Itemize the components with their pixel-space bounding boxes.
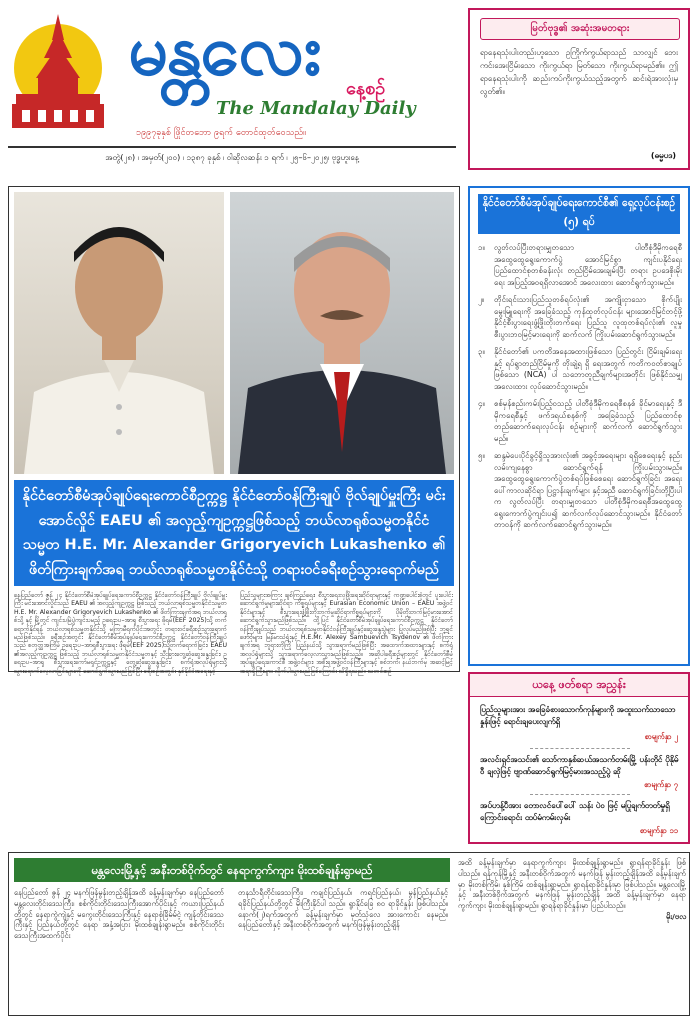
index-page-1: စာမျက်နှာ ၂ xyxy=(644,732,678,741)
weather-right-text: အထိ ခန့်မှန်းချက်မှာ နေရာကွက်ကျား မိုးထစ်ချုန်းရွာမည်။ ရွာရန်ရာခိုင်နှုန်း ဖြစ်ပါသည်။ ရန်ကုန်မြို့နှင့် အနီးတစ်ဝိုက်အတွက် မနက်ဖြန် မွန်းတည့်ချိန်အထိ ခန့်မှန်းချက်မှာ မိုးတစ်ကြိမ်၊ နှစ်ကြိမ် ထစ်ချုန်းရွာမည်။ ရွာရန်ရာခိုင်နှုန်းမှာ ဖြစ်ပါသည်။ မန္တလေးမြို့နှင့် အနီးတစ်ဝိုက်အတွက် မနက်ဖြန် မွန်းတည့်ချိန် အထိ ခန့်မှန်းချက်မှာ နေရာကွက်ကျား မိုးထစ်ချုန်းရွာမည်။ ရွာရန်ရာခိုင်နှုန်းမှာ ပြည်ပါသည်။ xyxy=(458,858,686,911)
portrait-photo-left xyxy=(14,192,224,474)
main-story-column-1: နေပြည်တော် ဇွန် ၂၄ နိုင်ငံတော်စီမံအုပ်ချုပ်ရေးကောင်စီဥက္ကဋ္ဌ နိုင်ငံတော်ဝန်ကြီးချုပ် ဗိုလ်ချုပ်မှူးကြီး မင်းအောင်လှိုင်သည် EAEU ၏ အလှည့်ကျဥက္ကဋ္ဌ ဖြစ်သည့် ဘယ်လာရုစ်သမ္မတနိုင်ငံသမ္မတ H.E. Mr. Alexander Grigoryevich Lukashenko ၏ ဖိတ်ကြားချက်အရ ဘယ်လာရုစ်သို့ နှင့် မြို့တွင် ကျင်းပမြဲပွဲကျင်းပမည့် ဥရေးဥပ–အာရှ စီးပွားရေး ဖိုရမ်(EEF 2025)သို့ တက်ရောက်နိုင်ရန် ဘယ်လာရုစ်သမ္မတနိုင်ငံသို့ မကြာမီရက်ပိုင်းအတွင်း တရားဝင်ခရီးစဉ်သွားရောက်မည်ဖြစ်သည်။ ခရီးစဉ်အတွင်း နိုင်ငံတော်စီမံအုပ်ချုပ်ရေးကောင်စီဥက္ကဋ္ဌ နိုင်ငံတော်ဝန်ကြီးချုပ်သည် စတုတ္ထအကြိမ် ဥရေးဥပ–အာရှစီးပွားရေး ဖိုရမ်(EEF 2025)သို့တက်ရောက်ခြင်း၊ EAEU ၏အလှည့်ကျဥက္ကဋ္ဌ ဖြစ်သည့် ဘယ်လာရုစ်သမ္မတနိုင်ငံသမ္မတနှင့် သီးခြားတွေ့ဆုံဆွေးနွေးခြင်း၊ ဥရေးဥပ–အာရှ စီးပွားရေးကော်မရှင်ဥက္ကဋ္ဌနှင့် တွေ့ဆုံဆွေးနွေးခြင်း၊ စက်ရုံအလုပ်ရုံများသို့ သွားရောက်လေ့လာခြင်းများကို ဆောင်ရွက်သွားမည်ဖြစ်ပြီး ခရီးစဉ်အတွင်း နှစ်နိုင်ငံအရေးနှင့် xyxy=(14,592,227,675)
index-divider xyxy=(530,794,630,796)
objective-text: နိုင်ငံတော်၏ ပကတိအနေအထားဖြစ်သော ပြည်တွင်း ငြိမ်းချမ်းရေးနှင့် ရပ်ရွာတည်ငြိမ်မှုကို တိုးချဲ့ရ ရှိ ရေးအတွက် ကတိကဝတ်စာချုပ်ဖြစ်သော (NCA) ပါ သဘောတူညီချက်များအတိုင်း ဖြစ်နိုင်သမျှ အလေးထား လုပ်ဆောင်သွားမည်။ xyxy=(494,347,682,391)
weather-byline: မိုး/ဗလ xyxy=(666,911,686,921)
index-divider xyxy=(530,748,630,750)
todays-reading-index xyxy=(468,672,690,844)
weather-headline: မန္တလေးမြို့နှင့် အနီးတစ်ဝိုက်တွင် နေရာကွက်ကျား မိုးထစ်ချုန်းရွာမည် xyxy=(14,858,450,882)
objective-text: လွတ်လပ်ပြီးတရားမျှတသော ပါတီစုံဒီမိုကရေစီ အထွေထွေရွေးကောက်ပွဲ အောင်မြင်စွာ ကျင်းပနိုင်ရေး ပြည်ထောင်စုတစ်ခန်းလုံး တည်ငြိမ်အေးချမ်းပြီး တရား ဥပဒေစိုးမိုးရေး အပြည့်အဝရရှိလာအောင် အလေးထား ဆောင်ရွက်သွားမည်။ xyxy=(494,243,682,287)
index-title: ယနေ့ ဖတ်စရာ အညွှန်း xyxy=(470,674,688,697)
buddha-teaching-box xyxy=(468,8,690,170)
newspaper-subtitle: နေ့စဉ် xyxy=(346,78,386,99)
quote-body: ရာနေရသုံးပါးတည်းဟူသော ဥကြိုက်ကွယ်ရာသည် သာလျှင် ဘေးကင်းအေးငြိမ်းသော ကိုးကွယ်ရာ မြတ်သော ကိုးကွယ်ရာမည်၏။ ဤရာနေရသုံးပါးကို ဆည်းကပ်ကိုးကွယ်သည့်အတွက် ဆင်းရဲအားလုံးမှ လွတ်၏။ xyxy=(480,48,678,96)
weather-column-1: နေပြည်တော် ဇွန် ၂၄ မနက်ဖြန်မွန်းတည့်ချိန်အထိ ခန့်မှန်းချက်မှာ နေပြည်တော် မန္တလေးတိုင်းဒေသကြီး၊ စစ်ကိုင်းတိုင်းဒေသကြီးအောက်ပိုင်းနှင့် ကယားပြည်နယ်တို့တွင် နေရာကွဲကျဲနှင့် မကွေးတိုင်းဒေသကြီးနှင့် နေရာစုံခြိမ်မ်ငဲ့ ကျန်တိုင်းဒေသကြီးနှင့် ပြည်နယ်တို့တွင် နေရာ အနှံ့အပြား မိုးထစ်ချုန်းရွာမည်။ စစ်ကိုင်းတိုင်းဒေသကြီးအထက်ပိုင်း xyxy=(14,888,224,941)
portrait-left-icon xyxy=(14,192,224,474)
objective-item xyxy=(478,242,682,288)
index-item-3[interactable]: အပ်ဟန့်ပီအား တောလင်ပေါ်ပေါ် သန်း ပဲ၀ ဖြင့် မပြုချက်တတ်မှုရှိကြောင်းရောင်း ထပ်မံကမ်းလှမ်း xyxy=(480,801,670,822)
index-page-2: စာမျက်နှာ ၇ xyxy=(644,780,678,789)
newspaper-title: မန္တလေး xyxy=(128,8,320,91)
quote-source: (ဓမ္မပဒ) xyxy=(650,151,676,160)
objective-text: စစ်မှန်စည်းကမ်းပြည့်ဝသည့် ပါတီစုံဒီမိုကရေစီစနစ် ခိုင်မာရေးနှင့် ဒီမိုကရေစီနှင့် ဖက်ဒရယ်စနစ်ကို အခြေခံသည့် ပြည်ထောင်စုတည်ဆောက်ရေးလုပ်ငန်း စဉ်များကို ဆက်လက် ဆောင်ရွက်သွားမည်။ xyxy=(494,399,682,443)
objective-number: ၅။ xyxy=(478,451,485,460)
founding-tagline: ၁၉၉၇ခုနှစ် ဖြိုင်တဘော ၉ရက် တောင်ထုတ်ဝေသည်။ xyxy=(136,128,306,138)
objective-item xyxy=(478,450,682,531)
objective-number: ၁။ xyxy=(478,243,485,252)
objective-number: ၃။ xyxy=(478,347,485,356)
objective-item xyxy=(478,398,682,444)
main-headline: နိုင်ငံတော်စီမံအုပ်ချုပ်ရေးကောင်စီဥက္ကဋ္ဌ နိုင်ငံတော်ဝန်ကြီးချုပ် ဗိုလ်ချုပ်မှူးကြီး မင်းအောင်လှိုင် EAEU ၏ အလှည့်ကျဥက္ကဋ္ဌဖြစ်သည့် ဘယ်လာရုစ်သမ္မတနိုင်ငံသမ္မတ H.E. Mr. Alexander Grigoryevich Lukashenko ၏ ဖိတ်ကြားချက်အရ ဘယ်လာရုစ်သမ္မတနိုင်ငံသို့ တရားဝင်ခရီးစဉ်သွားရောက်မည် xyxy=(22,488,446,578)
index-item-1[interactable]: ပြည်သူများအား အခြေခံစားသောက်ကုန်များကို အထူးသက်သာသော နှုန်းဖြင့် ရောင်းချပေးလျက်ရှိ xyxy=(480,705,676,726)
objective-text: ဆန္ဒမဲပေးပိုင်ခွင့်ရှိသူအားလုံး၏ အခွင့်အရေးများ ရရှိစေရေးနှင့် နည်းလမ်းကျနေစွာ ဆောင်ရွက်ရန် ကြိုးပမ်းသွားမည်။ အထွေထွေရွေးကောက်ပွဲတစ်ရပ်ဖြစ်စေရေး ဆောင်ရွက်ခြင်း အရေးပေါ်ကာလဆိုင်ရာ ပြဋ္ဌာန်းချက်များ နှင့်အညီ ဆောင်ရွက်ခြင်းတို့ပြီးပါက လွတ်လပ်ပြီး တရားမျှတသော ပါတီစုံဒီမိုကရေစီအထွေထွေ ရွေးကောက်ပွဲကျင်းပ၍ ဆက်လက်လုပ်ဆောင်သွားမည်။ နိုင်ငံတော်တာဝန်ကို ဆက်လက်ဆောင်ရွက်သွားမည်။ xyxy=(494,451,682,529)
objectives-list xyxy=(478,242,682,537)
main-story-column-2: ပြည်သူများအကြား ချစ်ကြည်ရေး၊ စီးပွားရေးလှဖြိုးရေးဆိုင်ရာများနှင့် ကဏ္ဍပေါင်းစုံတွင် ပူးပေါင်းဆောင်ရွက်မှုများဆိုင်ရာ ကိစ္စရပ်များနှင့် Eurasian Economic Union – EAEU အဖွဲ့ဝင် နိုင်ငံများနှင့် စီးပွားရေးဖွံ့ဖြိုးတိုးတက်မှုဆိုင်ရာကိစ္စရပ်များကို ပိုမိုတိုးတက်မြင့်မားအောင် ဆောင်ရွက်သွားမည်ဖြစ်သည်။ ထို့ပြင် နိုင်ငံတော်စီမံအုပ်ချုပ်ရေးကောင်စီဥက္ကဋ္ဌ နိုင်ငံတော်ဝန်ကြီးချုပ်သည် ဘယ်လာရုစ်သမ္မတနိုင်ငံဝန်ကြီးချုပ်နှင့်ဆွေးနွေးပွဲများ ပြုလုပ်မည်ဖြစ်ပြီး ဘုရင်ဖော်ဗုံများ၊ မြန်မာသံရုံးနှင့် H.E.Mr. Alexey Sambuevich Tsydenov ၏ ဖိတ်ကြားချက်အရ ဘူရားတိုကြို ပြည်နယ်သို့ သွားရောက်မည်ဖြစ်ပြီး အထောက်အထားများနှင့် စက်ရုံ အလုပ်ရုံများသို့ သွားရောက်လေ့လာသွားမည်ဖြစ်သည်။ အဆိုပါခရီးစဉ်များတွင် နိုင်ငံတော်စီမံအုပ်ချုပ်ရေးကောင်စီ အဖွဲ့ဝင်များ၊ အစိုးရအဖွဲ့ဝင်ဝန်ကြီးများနှင့် စစ်ဘက်၊ နယ်ဘက်မှ အဆင့်မြင့်အရာရှိကြီးများ လိုက်ပါသွားမည်ဖြစ်ကြောင်း သိရှိရသည်။ သတင်းစဉ် xyxy=(240,592,453,675)
masthead-divider xyxy=(8,146,456,148)
main-headline-banner xyxy=(14,480,454,586)
objective-number: ၄။ xyxy=(478,399,485,408)
main-story-body xyxy=(14,592,454,675)
objective-number: ၂။ xyxy=(478,295,485,304)
weather-column-2: တနင်္သာရီတိုင်းဒေသကြီး၊ ကချင်ပြည်နယ်၊ ကရင်ပြည်နယ်၊ မွန်ပြည်နယ်နှင့် ရခိုင်ပြည်နယ်တို့တွင် မိုးကြီးနိုင်ပါ သည်။ ရွာနိုင်ခြေ ၈၀ ရာခိုင်နှုန်း ဖြစ်ပါသည်။ နောက်(၂)ရက်အတွက် ခန့်မှန်းချက်မှာ မုတ်သုံလေ အားကောင်း နေမည်။ နေပြည်တော်နှင့် အနီးတစ်ဝိုက်အတွက် မနက်ဖြန်မွန်းတည့်ချိန် xyxy=(238,888,448,930)
objectives-box xyxy=(468,186,690,666)
quote-title: မြတ်ဗုဒ္ဓ၏ အဆုံးအမတရား xyxy=(480,18,680,40)
weather-body xyxy=(14,888,450,1012)
newspaper-title-english: The Mandalay Daily xyxy=(216,98,416,119)
index-item-2[interactable]: အလင်းရှင်အသင်း၏ သော်ကာနှစ်ဆယ်အသက်တမ်းမြို့ ပန်းတိုင် ပိုနိုမ်ဝီ ချလှဲဖြင့် ဗျာဏ်ဆောင်ရွက်မြင့်မားအသည့်ပွဲ ဆို xyxy=(480,755,679,776)
issue-info: အတွဲ(၂၈) ၊ အမှတ်(၂၀၀) ၊ ၁၃၈၇ ခုနှစ် ၊ ဝါဆိုလဆန်း ၁ ရက် ၊ ၂၅–၆–၂၀၂၅၊ ဗုဒ္ဓဟူးနေ့ xyxy=(105,153,359,162)
portrait-right-icon xyxy=(230,192,454,474)
palace-logo-icon xyxy=(8,6,108,136)
objectives-title: နိုင်ငံတော်စီမံအုပ်ချုပ်ရေးကောင်စီ၏ ရှေ့လုပ်ငန်းစဉ် (၅) ရပ် xyxy=(478,194,680,234)
objective-item xyxy=(478,294,682,340)
objective-text: တိုင်းရင်းသားပြည်သူတစ်ရပ်လုံး၏ အကျိုးငှာသော စိုက်ပျိုးမွေးမြူရေးကို အခြေခံသည့် ကုန်ထုတ်လုပ်ငန်း များအောင်မြင်တင့်ဖို့ နိုင်ငံ့စီးပွားရေးဖွံ့ဖြိုးတိုးတက်ရေး ပြည်သူ လူထုတစ်ရပ်လုံး၏ လူမှုစီးပွားဘဝမြင့်မားရေးကို ဆက်လက် ကြိုးပမ်းဆောင်ရွက်သွားမည်။ xyxy=(494,295,682,339)
weather-column-3 xyxy=(458,858,686,1012)
portrait-photo-right xyxy=(230,192,454,474)
masthead xyxy=(8,6,458,176)
objective-item xyxy=(478,346,682,392)
index-page-3: စာမျက်နှာ ၁၁ xyxy=(639,826,678,835)
